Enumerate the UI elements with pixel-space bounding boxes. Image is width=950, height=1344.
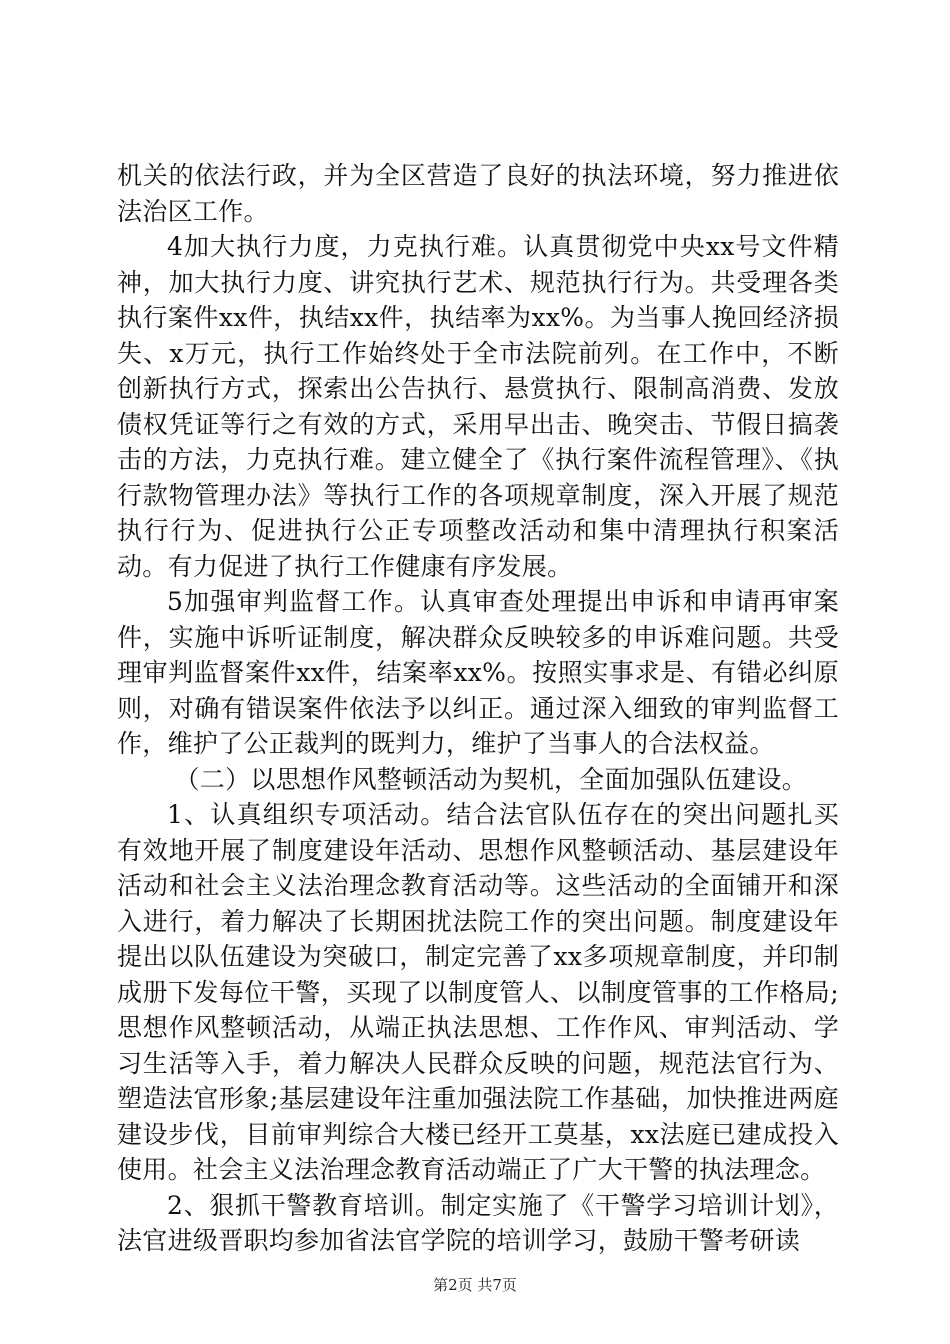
document-body — [117, 158, 839, 1259]
page-number-footer: 第2页 共7页 — [433, 1276, 517, 1294]
section-heading: （二）以思想作风整顿活动为契机，全面加强队伍建设。 — [174, 764, 808, 794]
paragraph-training: 2、狠抓干警教育培训。制定实施了《干警学习培训计划》，法官进级晋职均参加省法官学院的培训学习，鼓励干警考研读 — [117, 1190, 839, 1255]
paragraph-special-activities: 1、认真组织专项活动。结合法官队伍存在的突出问题扎买有效地开展了制度建设年活动、思想作风整顿活动、基层建设年活动和社会主义法治理念教育活动等。这些活动的全面铺开和深入进行，着力解决了长期困扰法院工作的突出问题。制度建设年提出以队伍建设为突破口，制定完善了xx多项规章制度，并印制成册下发每位干警，买现了以制度管人、以制度管事的工作格局;思想作风整顿活动，从端正执法思想、工作作风、审判活动、学习生活等入手，着力解决人民群众反映的问题，规范法官行为、塑造法官形象;基层建设年注重加强法院工作基础，加快推进两庭建设步伐，目前审判综合大楼已经开工莫基，xx法庭已建成投入使用。社会主义法治理念教育活动端正了广大干警的执法理念。 — [117, 800, 839, 1184]
paragraph-trial-supervision: 5加强审判监督工作。认真审查处理提出申诉和申请再审案件，实施中诉听证制度，解决群众反映较多的申诉难问题。共受理审判监督案件xx件，结案率xx%。按照实事求是、有错必纠原则，对确有错误案件依法予以纠正。通过深入细致的审判监督工作，维护了公正裁判的既判力，维护了当事人的合法权益。 — [117, 587, 839, 758]
paragraph-continuation: 机关的依法行政，并为全区营造了良好的执法环境，努力推进依法治区工作。 — [117, 161, 839, 226]
paragraph-enforcement: 4加大执行力度，力克执行难。认真贯彻党中央xx号文件精神，加大执行力度、讲究执行艺术、规范执行行为。共受理各类执行案件xx件，执结xx件，执结率为xx%。为当事人挽回经济损失、x万元，执行工作始终处于全市法院前列。在工作中，不断创新执行方式，探索出公告执行、悬赏执行、限制高消费、发放债权凭证等行之有效的方式，采用早出击、晚突击、节假日搞袭击的方法，力克执行难。建立健全了《执行案件流程管理》、《执行款物管理办法》等执行工作的各项规章制度，深入开展了规范执行行为、促进执行公正专项整改活动和集中清理执行积案活动。有力促进了执行工作健康有序发展。 — [117, 232, 839, 581]
